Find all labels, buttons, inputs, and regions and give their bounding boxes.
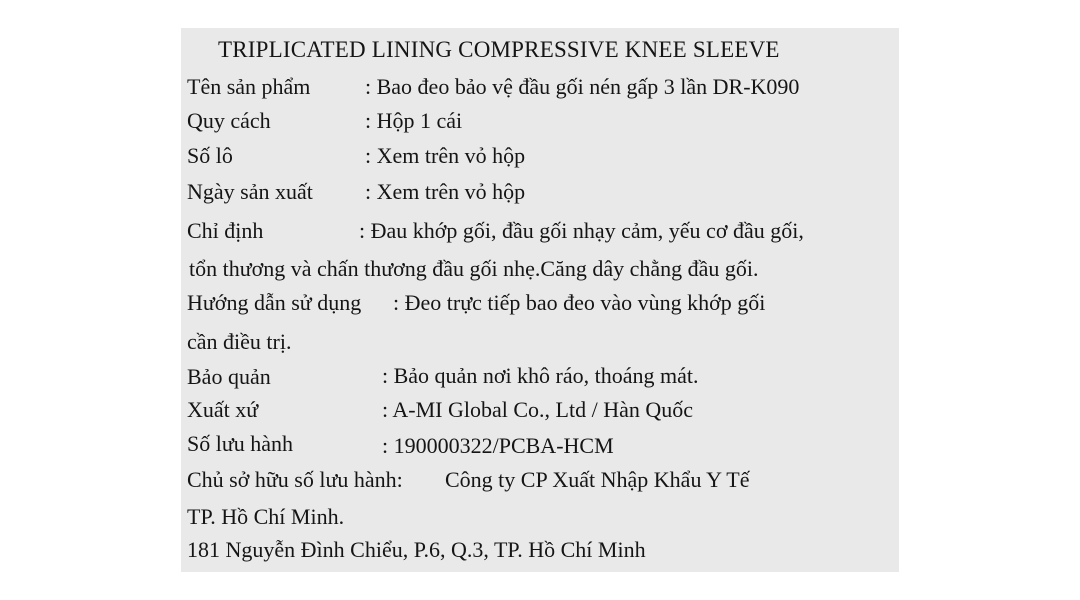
origin-value: : A-MI Global Co., Ltd / Hàn Quốc — [382, 397, 694, 422]
manufacture-date-value: : Xem trên vỏ hộp — [365, 179, 526, 204]
packaging-value: : Hộp 1 cái — [365, 108, 463, 133]
product-name-value: : Bao đeo bảo vệ đầu gối nén gấp 3 lần DR-K090 — [365, 74, 800, 99]
registration-value: : 190000322/PCBA-HCM — [382, 433, 614, 458]
registration-holder-value-line2: TP. Hồ Chí Minh. — [187, 504, 345, 529]
indication-value-line1: : Đau khớp gối, đầu gối nhạy cảm, yếu cơ đầu gối, — [359, 218, 804, 243]
storage-value: : Bảo quản nơi khô ráo, thoáng mát. — [382, 363, 699, 388]
registration-label: Số lưu hành — [187, 431, 294, 456]
packaging-label: Quy cách — [187, 108, 271, 133]
lot-number-value: : Xem trên vỏ hộp — [365, 143, 526, 168]
product-label — [181, 28, 899, 572]
usage-value-line1: : Đeo trực tiếp bao đeo vào vùng khớp gối — [393, 290, 766, 315]
product-name-label: Tên sản phẩm — [187, 74, 311, 99]
origin-label: Xuất xứ — [187, 397, 259, 422]
storage-label: Bảo quản — [187, 364, 271, 389]
usage-value-line2: cần điều trị. — [187, 329, 292, 354]
usage-label: Hướng dẫn sử dụng — [187, 290, 362, 315]
product-title: TRIPLICATED LINING COMPRESSIVE KNEE SLEEVE — [218, 37, 780, 62]
lot-number-label: Số lô — [187, 143, 233, 168]
indication-value-line2: tổn thương và chấn thương đầu gối nhẹ.Căng dây chằng đầu gối. — [189, 256, 759, 281]
registration-holder-value-line1: Công ty CP Xuất Nhập Khẩu Y Tế — [445, 467, 750, 492]
registration-holder-address: 181 Nguyễn Đình Chiểu, P.6, Q.3, TP. Hồ Chí Minh — [187, 537, 646, 562]
registration-holder-label: Chủ sở hữu số lưu hành: — [187, 467, 403, 492]
manufacture-date-label: Ngày sản xuất — [187, 179, 313, 204]
indication-label: Chỉ định — [187, 218, 264, 243]
